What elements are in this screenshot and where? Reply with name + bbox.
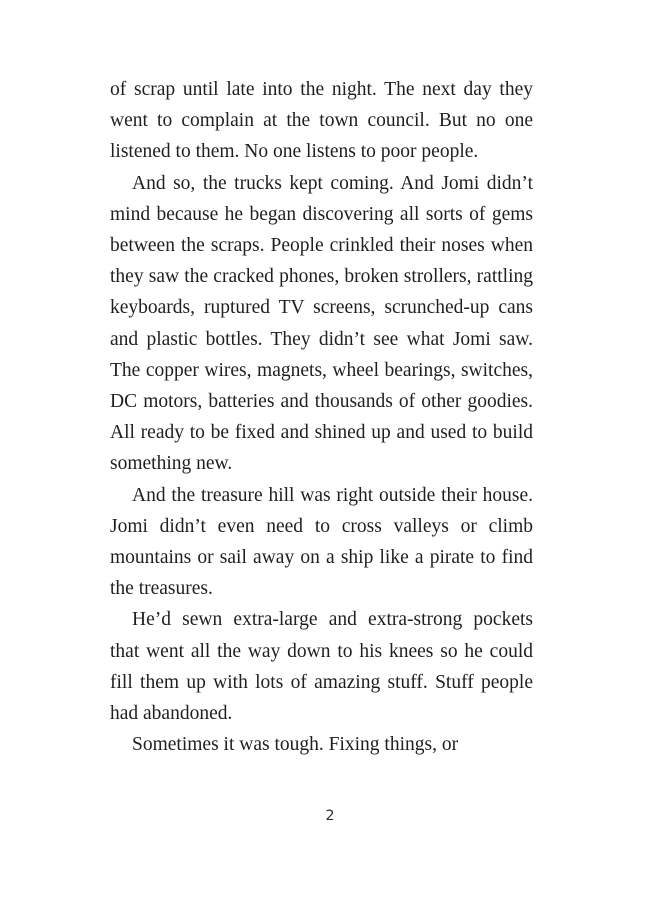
paragraph-1: of scrap until late into the night. The next day they went to complain at the town council. But no one listened to them. No one listens to poor people. bbox=[110, 79, 533, 163]
paragraph-2: And so, the trucks kept coming. And Jomi didn’t mind because he began discovering all sorts of gems between the scraps. People crinkled their noses when they saw the cracked phones, broken strollers, rattling keyboards, ruptured TV screens, scrunched-up cans and plastic bottles. They didn’t see what Jomi saw. The copper wires, magnets, wheel bearings, switches, DC motors, batteries and thousands of other goodies. All ready to be fixed and shined up and used to build something new. bbox=[110, 172, 533, 475]
body-text bbox=[110, 74, 533, 760]
paragraph-3: And the treasure hill was right outside their house. Jomi didn’t even need to cross valleys or climb mountains or sail away on a ship like a pirate to find the treasures. bbox=[110, 484, 533, 600]
page-number: 2 bbox=[325, 808, 335, 824]
paragraph-4: He’d sewn extra-large and extra-strong pockets that went all the way down to his knees so he could fill them up with lots of amazing stuff. Stuff people had abandoned. bbox=[110, 609, 533, 725]
paragraph-5: Sometimes it was tough. Fixing things, or bbox=[132, 734, 459, 756]
